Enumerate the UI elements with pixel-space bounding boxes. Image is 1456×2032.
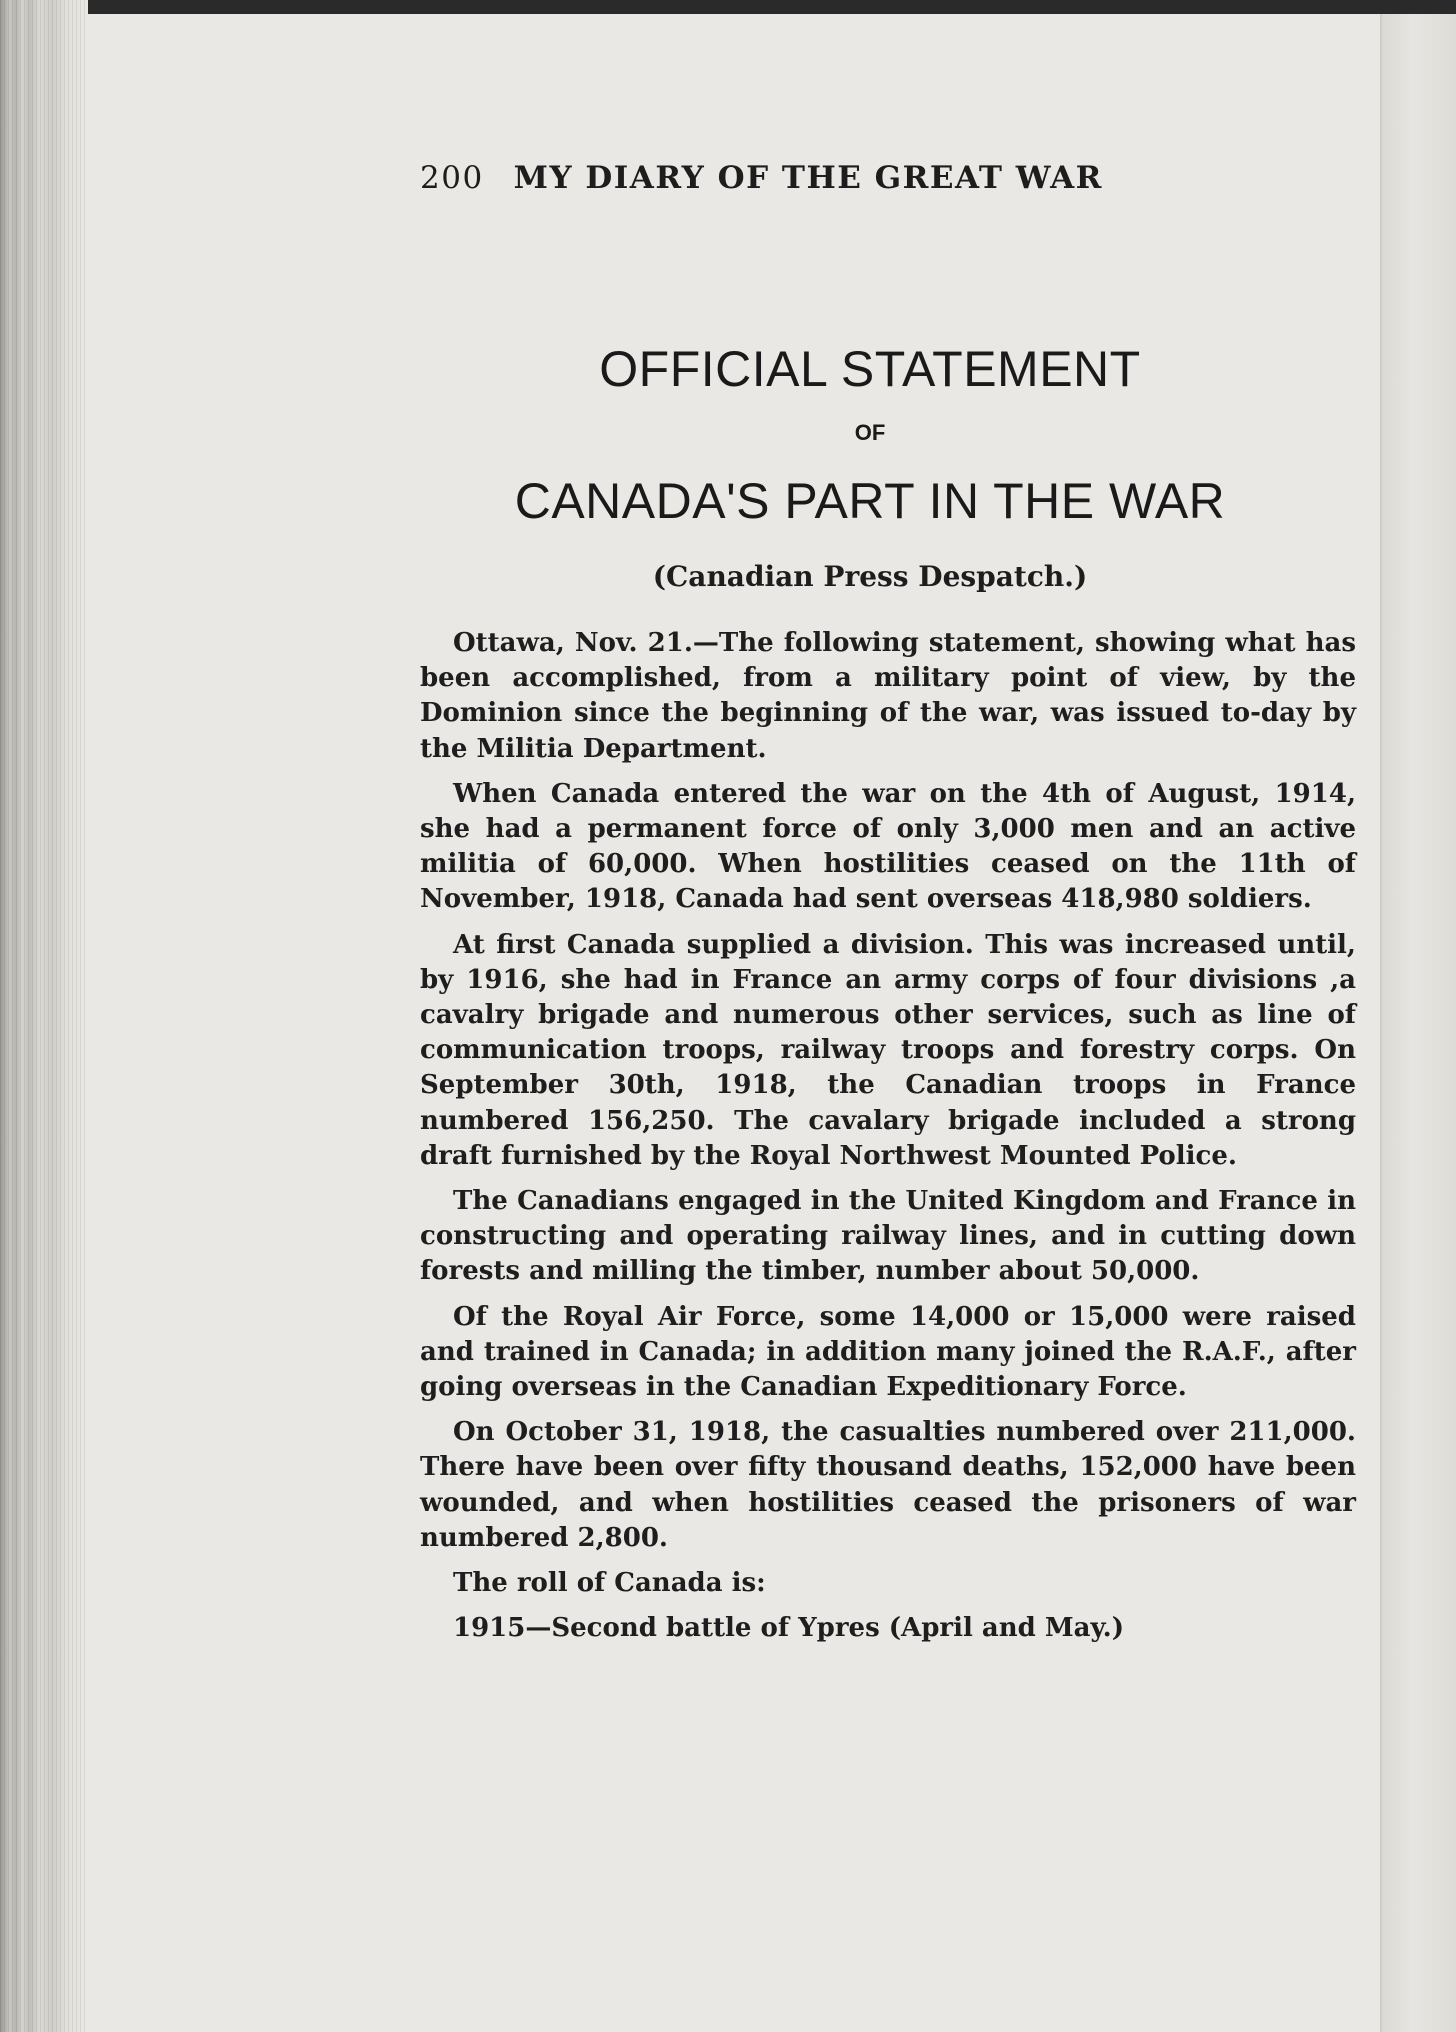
- paragraph-division: At first Canada supplied a division. This was increased until, by 1916, she had in France an army corps of four divisions ,a cavalry brigade and numerous other services, such as line of communication troops, railway troops and forestry corps. On September 30th, 1918, the Canadian troops in France numbered 156,250. The cavalary brigade included a strong draft furnished by the Royal Northwest Mounted Police.: [420, 929, 1356, 1171]
- book-page: [88, 14, 1380, 2032]
- paragraph-casualties: On October 31, 1918, the casualties numbered over 211,000. There have been over fifty thousand deaths, 152,000 have been wounded, and when hostilities ceased the prisoners of war numbered 2,800.: [420, 1417, 1356, 1553]
- paragraph-ottawa: Ottawa, Nov. 21.—The following statement, showing what has been accomplished, from a military point of view, by the Dominion since the beginning of the war, was issued to-day by the Militia Department.: [420, 628, 1356, 764]
- page-stack-edge: [0, 0, 88, 2032]
- paragraph-air-force: Of the Royal Air Force, some 14,000 or 15,000 were raised and trained in Canada; in addition many joined the R.A.F., after going overseas in the Canadian Expeditionary Force.: [420, 1301, 1356, 1403]
- scan-top-border: [0, 0, 1456, 14]
- page-number: 200: [420, 160, 484, 196]
- headline-official-statement: OFFICIAL STATEMENT: [599, 341, 1141, 397]
- press-despatch-subhead: (Canadian Press Despatch.): [652, 560, 1088, 593]
- paragraph-roll-intro: The roll of Canada is:: [453, 1568, 766, 1599]
- running-title: MY DIARY OF THE GREAT WAR: [513, 160, 1103, 196]
- running-header: [420, 160, 1240, 196]
- headline-canadas-part: CANADA'S PART IN THE WAR: [514, 473, 1226, 529]
- article-body: [420, 626, 1356, 1656]
- headline-of: OF: [854, 420, 886, 445]
- paragraph-entered-war: When Canada entered the war on the 4th of August, 1914, she had a permanent force of only 3,000 men and an active militia of 60,000. When hostilities ceased on the 11th of November, 1918, Canada had sent overseas 418,980 soldiers.: [420, 778, 1356, 915]
- paragraph-roll-1915: 1915—Second battle of Ypres (April and May.): [453, 1613, 1124, 1644]
- facing-page-edge: [1383, 14, 1456, 2032]
- paragraph-railway-forestry: The Canadians engaged in the United Kingdom and France in constructing and operating railway lines, and in cutting down forests and milling the timber, number about 50,000.: [420, 1186, 1356, 1287]
